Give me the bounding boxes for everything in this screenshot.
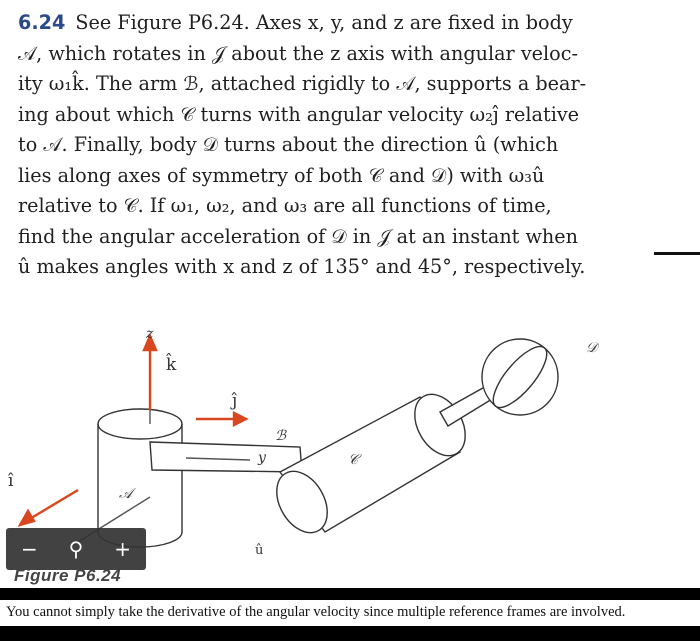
zoom-toolbar [6,528,146,570]
figure-caption: Figure P6.24 [14,566,122,585]
label-j: ĵ [232,391,238,411]
problem-line-5: to 𝒜. Finally, body 𝒟 turns about the direction û (which [18,133,559,156]
label-d: 𝒟 [586,340,598,356]
problem-line-4: ing about which 𝒞 turns with angular velocity ω₂ĵ relative [18,102,580,126]
separator-bottom [0,626,700,641]
body-a-top [98,409,182,439]
problem-line-9: û makes angles with x and z of 135° and 45°, respectively. [18,255,586,278]
label-i: î [8,471,14,491]
problem-line-7: relative to 𝒞. If ω₁, ω₂, and ω₃ are all functions of time, [18,194,552,217]
zoom-icon[interactable]: ⚲ [68,537,84,561]
hint-note: You cannot simply take the derivative of the angular velocity since multiple reference frames are involved. [6,604,626,620]
problem-number: 6.24 [18,11,66,34]
arm-b [150,442,302,472]
label-z: z [146,326,154,342]
label-u: û [255,543,264,558]
problem-line-1: 6.24 See Figure P6.24. Axes x, y, and z are fixed in body [18,11,573,34]
label-b: ℬ [275,428,287,444]
problem-line-2: 𝒜, which rotates in 𝒥 about the z axis with angular veloc- [18,41,578,65]
problem-text [18,8,686,283]
label-k: k̂ [166,355,177,375]
problem-line-6: lies along axes of symmetry of both 𝒞 and 𝒟) with ω₃û [18,163,545,187]
zoom-out-button[interactable]: − [20,537,38,561]
problem-line-3: ity ω₁k̂. The arm ℬ, attached rigidly to 𝒜, supports a bear- [18,72,587,95]
label-y: y [258,450,266,466]
zoom-in-button[interactable]: + [114,537,132,561]
margin-stroke [654,252,700,255]
separator-top [0,588,700,600]
label-c: 𝒞 [348,452,359,468]
problem-line-8: find the angular acceleration of 𝒟 in 𝒥 at an instant when [18,224,578,248]
arrow-i [28,490,78,520]
label-a: 𝒜 [119,486,133,502]
